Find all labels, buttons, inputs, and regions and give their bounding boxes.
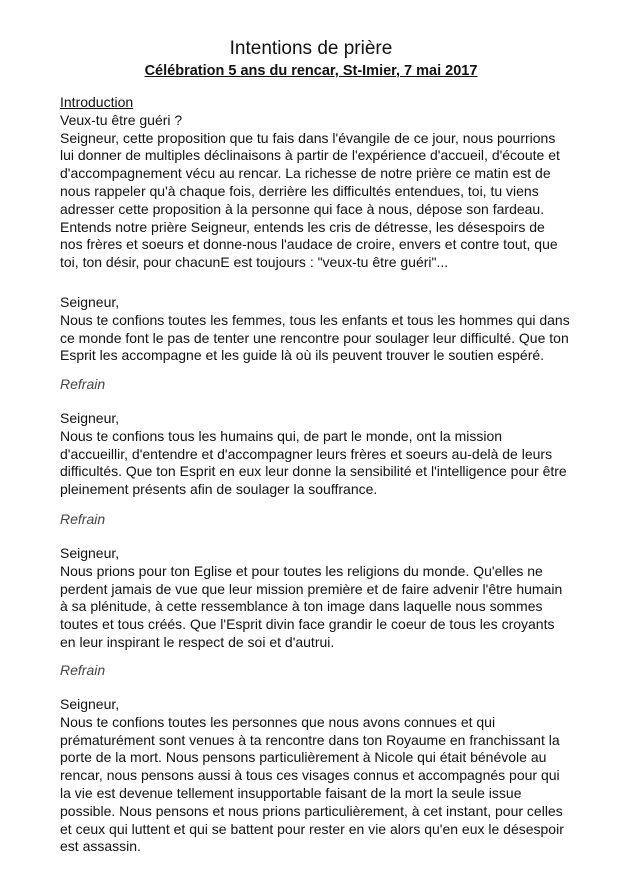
- page-subtitle: Célébration 5 ans du rencar, St-Imier, 7 mai 2017: [144, 63, 478, 79]
- page-title: Intentions de prière: [229, 38, 393, 59]
- intention-address: Seigneur,: [60, 545, 120, 561]
- introduction-text: Seigneur, cette proposition que tu fais dans l'évangile de ce jour, nous pourrions lui donner de multiples déclinaisons à partir de l'expérience d'accueil, d'écoute et d'accompagnement vécu au rencar. La richesse de notre prière ce matin est de nous rappeler qu'à chaque fois, derrière les difficultés entendues, toi, tu viens adresser cette proposition à la personne qui face à nous, dépose son fardeau. Entends notre prière Seigneur, entends les cris de détresse, les désespoirs de nos frères et soeurs et donne-nous l'audace de croire, envers et contre tout, que toi, ton désir, pour chacunE est toujours : "veux-tu être guéri"...: [60, 129, 560, 271]
- intention-text: Nous te confions toutes les femmes, tous les enfants et tous les hommes qui dans ce monde font le pas de tenter une rencontre pour soulager leur difficulté. Que ton Esprit les accompagne et les guide là où ils peuvent trouver le soutien espéré.: [60, 311, 570, 364]
- introduction-heading: Introduction: [60, 94, 134, 110]
- intention-text: Nous te confions toutes les personnes que nous avons connues et qui prématurément sont venues à ta rencontre dans ton Royaume en franchissant la porte de la mort. Nous pensons particulièrement à Nicole qui était bénévole au rencar, nous pensons aussi à tous ces visages connus et accompagnés pour qui la vie est devenue tellement insupportable faisant de la mort la seule issue possible. Nous pensons et nous prions particulièrement, à cet instant, pour celles et ceux qui luttent et qui se battent pour rester en vie alors qu'en eux le désespoir est assassin.: [60, 713, 564, 855]
- intention-address: Seigneur,: [60, 294, 120, 310]
- intention-address: Seigneur,: [60, 696, 120, 712]
- refrain-2: Refrain: [60, 511, 106, 527]
- intention-2: [60, 410, 570, 499]
- intention-1: [60, 294, 570, 365]
- introduction-question: Veux-tu être guéri ?: [60, 111, 183, 128]
- intention-text: Nous te confions tous les humains qui, de part le monde, ont la mission d'accueillir, d'entendre et d'accompagner leurs frères et soeurs au-delà de leurs difficultés. Que ton Esprit en eux leur donne la sensibilité et l'intelligence pour être pleinement présents afin de soulager la souffrance.: [60, 427, 567, 498]
- refrain-1: Refrain: [60, 376, 106, 392]
- refrain-3: Refrain: [60, 662, 106, 678]
- introduction-section: [60, 94, 570, 272]
- intention-3: [60, 545, 570, 652]
- intention-address: Seigneur,: [60, 410, 120, 426]
- intention-text: Nous prions pour ton Eglise et pour toutes les religions du monde. Qu'elles ne perdent jamais de vue que leur mission première et de faire advenir l'être humain à sa plénitude, à cette ressemblance à ton image dans laquelle nous sommes toutes et tous créés. Que l'Esprit divin face grandir le coeur de tous les croyants en leur inspirant le respect de soi et d'autrui.: [60, 562, 563, 650]
- intention-4: [60, 696, 570, 856]
